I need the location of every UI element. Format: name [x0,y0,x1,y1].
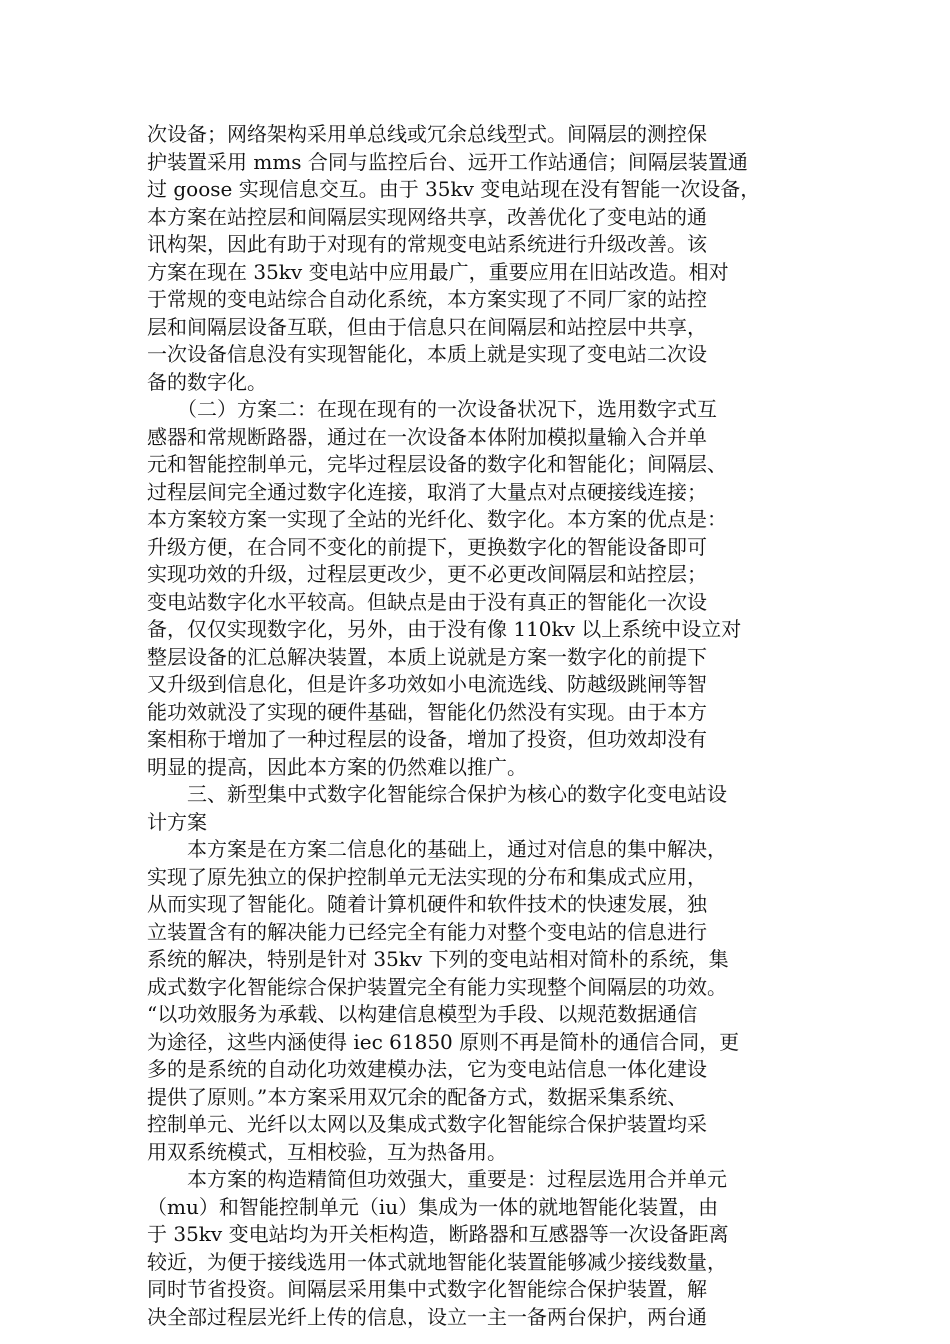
text-line: 感器和常规断路器，通过在一次设备本体附加模拟量输入合并单 [147,424,707,449]
text-line: 案相称于增加了一种过程层的设备，增加了投资，但功效却没有 [147,727,707,751]
text-line: 层和间隔层设备互联，但由于信息只在间隔层和站控层中共享， [147,314,707,339]
text-line: （二）方案二：在现在现有的一次设备状况下，选用数字式互 [147,397,717,421]
text-line: 本方案的构造精简但功效强大，重要是：过程层选用合并单元 [147,1167,727,1191]
text-line: 提供了原则。”本方案采用双冗余的配备方式，数据采集系统、 [147,1084,688,1109]
text-line: 用双系统模式，互相校验，互为热备用。 [147,1139,507,1164]
text-line: 系统的解决，特别是针对 35kv 下列的变电站相对简朴的系统，集 [147,947,729,971]
text-line: 过 goose 实现信息交互。由于 35kv 变电站现在没有智能一次设备， [147,177,761,201]
text-line: 变电站数字化水平较高。但缺点是由于没有真正的智能化一次设 [147,589,707,614]
text-line: 于常规的变电站综合自动化系统，本方案实现了不同厂家的站控 [147,287,707,311]
text-line: 本方案较方案一实现了全站的光纤化、数字化。本方案的优点是： [147,507,727,531]
text-line: 多的是系统的自动化功效建模办法，它为变电站信息一体化建设 [147,1057,707,1081]
text-line: 三、新型集中式数字化智能综合保护为核心的数字化变电站设 [147,782,727,806]
text-line: 护装置采用 mms 合同与监控后台、远开工作站通信；间隔层装置通 [147,149,748,174]
text-line: 能功效就没了实现的硬件基础，智能化仍然没有实现。由于本方 [147,699,707,724]
text-line: （mu）和智能控制单元（iu）集成为一体的就地智能化装置，由 [147,1194,719,1219]
text-line: 次设备；网络架构采用单总线或冗余总线型式。间隔层的测控保 [147,122,707,146]
text-line: 实现功效的升级，过程层更改少，更不必更改间隔层和站控层； [147,562,707,586]
text-line: 过程层间完全通过数字化连接，取消了大量点对点硬接线连接； [147,479,707,504]
text-line: 元和智能控制单元，完毕过程层设备的数字化和智能化；间隔层、 [147,452,727,476]
text-line: 同时节省投资。间隔层采用集中式数字化智能综合保护装置，解 [147,1277,707,1301]
text-line: 立装置含有的解决能力已经完全有能力对整个变电站的信息进行 [147,919,707,944]
body-text [147,121,807,1331]
text-line: 讯构架，因此有助于对现有的常规变电站系统进行升级改善。该 [147,232,707,256]
text-line: 控制单元、光纤以太网以及集成式数字化智能综合保护装置均采 [147,1112,707,1136]
text-line: 实现了原先独立的保护控制单元无法实现的分布和集成式应用， [147,864,707,889]
text-line: 成式数字化智能综合保护装置完全有能力实现整个间隔层的功效。 [147,974,727,999]
text-line: 备，仅仅实现数字化，另外，由于没有像 110kv 以上系统中设立对 [147,617,742,641]
text-line: 本方案在站控层和间隔层实现网络共享，改善优化了变电站的通 [147,204,707,229]
text-line: 升级方便，在合同不变化的前提下，更换数字化的智能设备即可 [147,534,707,559]
text-line: “以功效服务为承载、以构建信息模型为手段、以规范数据通信 [147,1002,698,1026]
text-line: 方案在现在 35kv 变电站中应用最广，重要应用在旧站改造。相对 [147,259,729,284]
text-line: 计方案 [147,809,207,834]
text-line: 又升级到信息化，但是许多功效如小电流选线、防越级跳闸等智 [147,672,707,696]
text-line: 本方案是在方案二信息化的基础上，通过对信息的集中解决， [147,837,727,861]
text-line: 明显的提高，因此本方案的仍然难以推广。 [147,754,527,779]
text-line: 较近，为便于接线选用一体式就地智能化装置能够减少接线数量， [147,1249,727,1274]
text-line: 于 35kv 变电站均为开关柜构造，断路器和互感器等一次设备距离 [147,1222,729,1246]
text-line: 决全部过程层光纤上传的信息，设立一主一备两台保护，两台通 [147,1304,707,1329]
text-line: 备的数字化。 [147,369,267,394]
text-line: 一次设备信息没有实现智能化，本质上就是实现了变电站二次设 [147,342,707,366]
text-line: 从而实现了智能化。随着计算机硬件和软件技术的快速发展，独 [147,892,707,916]
text-line: 整层设备的汇总解决装置，本质上说就是方案一数字化的前提下 [147,644,707,669]
text-line: 为途径，这些内涵使得 iec 61850 原则不再是简朴的通信合同，更 [147,1029,740,1054]
